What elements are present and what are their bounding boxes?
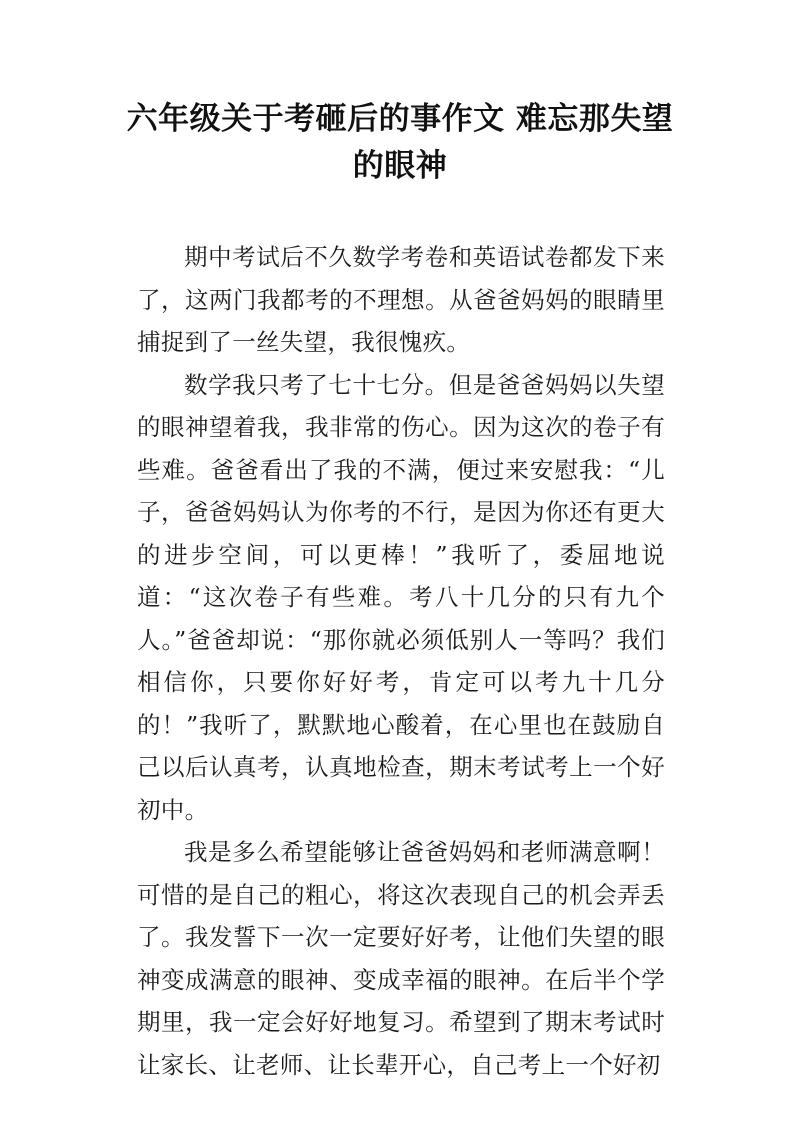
- document-body: [137, 236, 665, 1086]
- paragraph: 我是多么希望能够让爸爸妈妈和老师满意啊！可惜的是自己的粗心，将这次表现自己的机会弄丢了。我发誓下一次一定要好好考，让他们失望的眼神变成满意的眼神、变成幸福的眼神。在后半个学期里，我一定会好好地复习。希望到了期末考试时让家长、让老师、让长辈开心，自己考上一个好初: [137, 838, 665, 1079]
- paragraph: 数学我只考了七十七分。但是爸爸妈妈以失望的眼神望着我，我非常的伤心。因为这次的卷子有些难。爸爸看出了我的不满，便过来安慰我：“儿子，爸爸妈妈认为你考的不行，是因为你还有更大的进步空间，可以更棒！”我听了，委屈地说道：“这次卷子有些难。考八十几分的只有九个人。”爸爸却说：“那你就必须低别人一等吗？我们相信你，只要你好好考，肯定可以考九十几分的！”我听了，默默地心酸着，在心里也在鼓励自己以后认真考，认真地检查，期末考试考上一个好初中。: [137, 370, 665, 824]
- paragraph: 期中考试后不久数学考卷和英语试卷都发下来了，这两门我都考的不理想。从爸爸妈妈的眼睛里捕捉到了一丝失望，我很愧疚。: [137, 243, 665, 356]
- document-title: 六年级关于考砸后的事作文 难忘那失望的眼神: [126, 101, 674, 184]
